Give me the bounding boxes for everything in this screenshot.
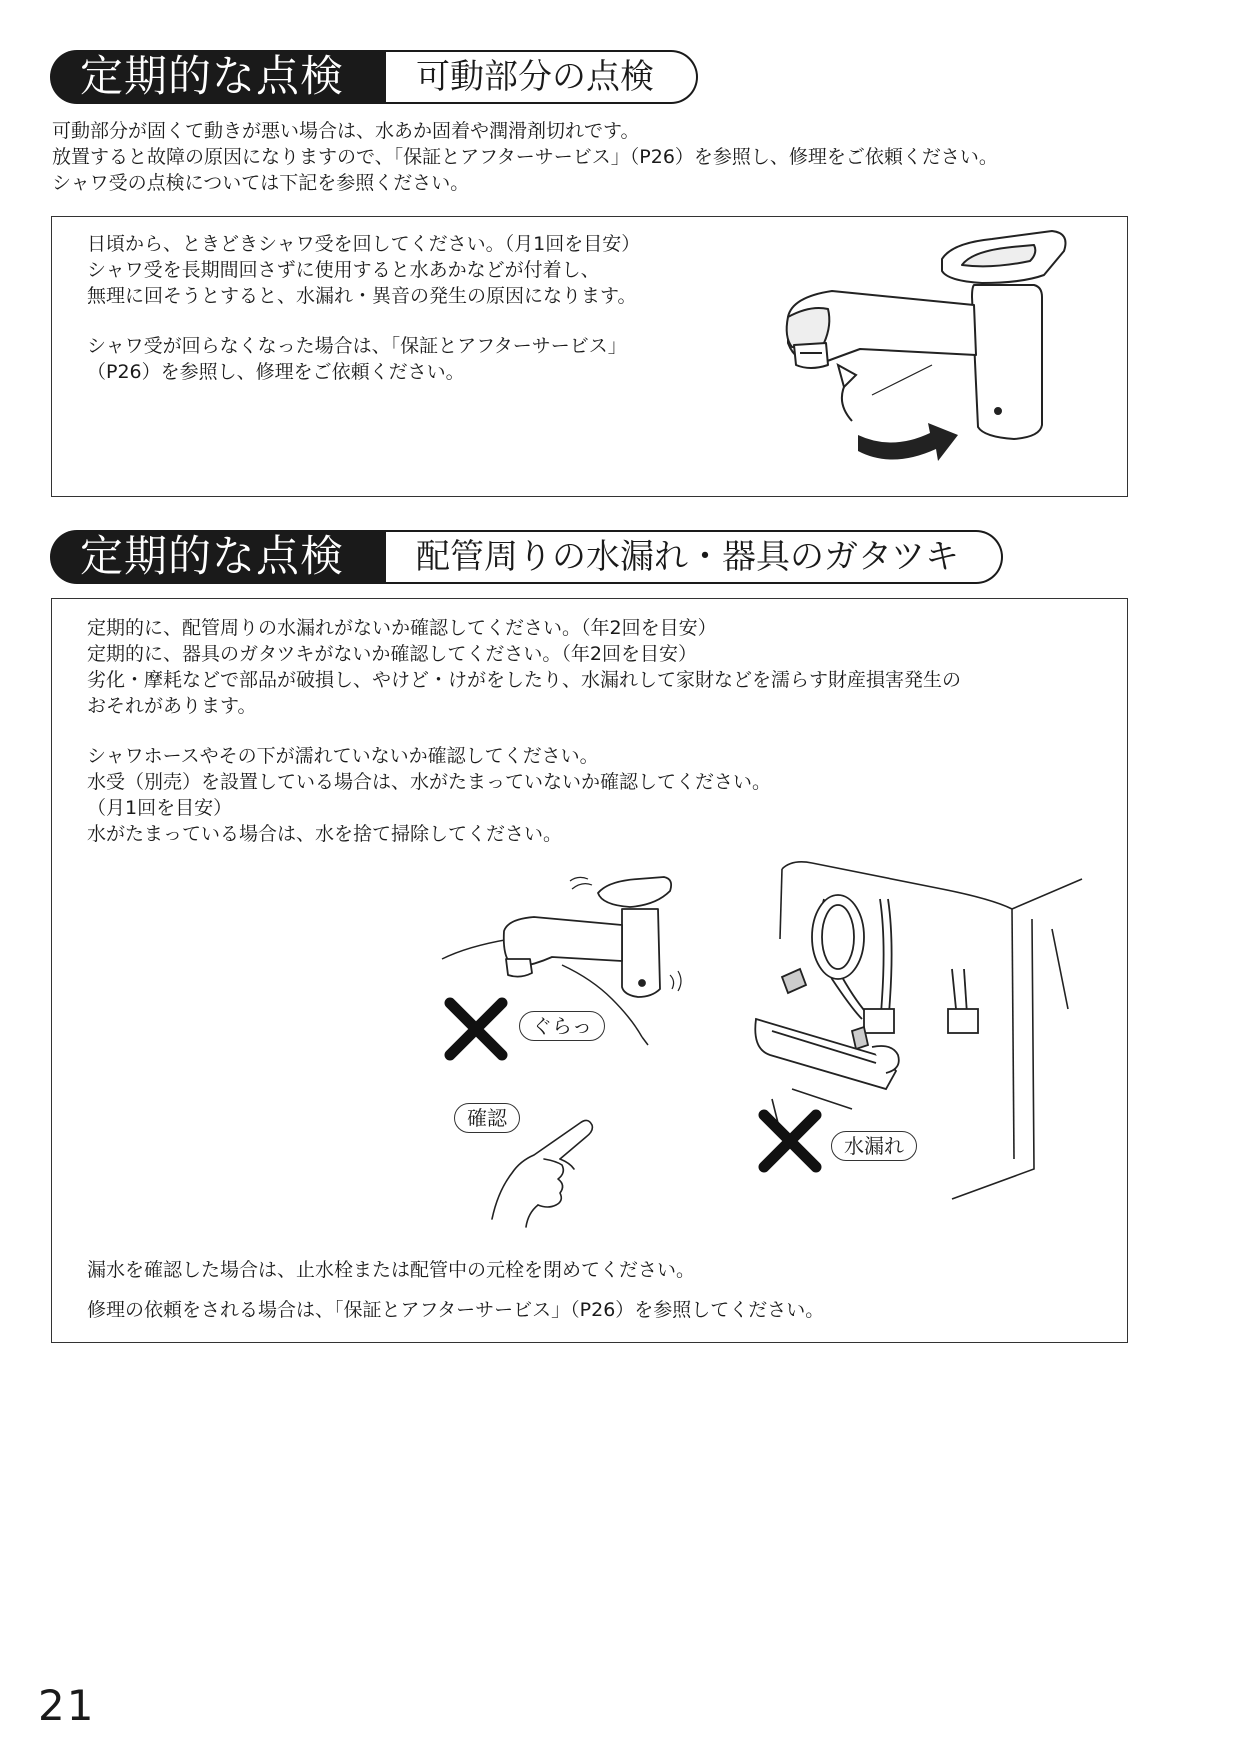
intro-line: 放置すると故障の原因になりますので、「保証とアフターサービス」（P26）を参照し、修理をご依頼ください。 (52, 146, 998, 168)
wobble-label: ぐらっ (519, 1011, 605, 1041)
box-line: おそれがあります。 (87, 695, 257, 717)
section2-box (51, 598, 1128, 1343)
box-line: 日頃から、ときどきシャワ受を回してください。（月1回を目安） (87, 233, 641, 255)
box-line: （P26）を参照し、修理をご依頼ください。 (87, 361, 465, 383)
x-mark-icon (758, 1109, 822, 1173)
section1-subtitle: 可動部分の点検 (394, 50, 698, 104)
section1-heading (50, 50, 698, 104)
box-line: シャワ受が回らなくなった場合は、「保証とアフターサービス」 (87, 335, 627, 357)
page-number: 21 (38, 1681, 96, 1730)
section2-box-text (87, 615, 961, 847)
note-stop-valve: 漏水を確認した場合は、止水栓または配管中の元栓を閉めてください。 (87, 1259, 696, 1281)
box-line: 水がたまっている場合は、水を捨て掃除してください。 (87, 823, 563, 845)
section1-tag: 定期的な点検 (50, 50, 386, 104)
intro-line: シャワ受の点検については下記を参照ください。 (52, 172, 470, 194)
section1-intro (52, 118, 998, 196)
box-line: 水受（別売）を設置している場合は、水がたまっていないか確認してください。 (87, 771, 772, 793)
x-mark-icon (444, 997, 508, 1061)
section2-subtitle: 配管周りの水漏れ・器具のガタツキ (394, 530, 1003, 584)
box-line: 劣化・摩耗などで部品が破損し、やけど・けがをしたり、水漏れして家財などを濡らす財産損害発生の (87, 669, 962, 691)
box-line: 定期的に、配管周りの水漏れがないか確認してください。（年2回を目安） (87, 617, 717, 639)
box-line: （月1回を目安） (87, 797, 233, 819)
section2-tag: 定期的な点検 (50, 530, 386, 584)
note-repair-request: 修理の依頼をされる場合は、「保証とアフターサービス」（P26）を参照してください。 (87, 1299, 825, 1321)
section1-box (51, 216, 1128, 497)
section2-heading (50, 530, 1003, 584)
pointing-hand-icon (482, 1109, 622, 1229)
box-line: 無理に回そうとすると、水漏れ・異音の発生の原因になります。 (87, 285, 637, 307)
box-line: シャワ受を長期間回さずに使用すると水あかなどが付着し、 (87, 259, 600, 281)
check-label: 確認 (454, 1103, 520, 1133)
intro-line: 可動部分が固くて動きが悪い場合は、水あか固着や潤滑剤切れです。 (52, 120, 640, 142)
box-line: 定期的に、器具のガタツキがないか確認してください。（年2回を目安） (87, 643, 698, 665)
faucet-rotate-illustration (752, 225, 1092, 485)
section1-box-text (87, 231, 640, 385)
box-line: シャワホースやその下が濡れていないか確認してください。 (87, 745, 599, 767)
leak-label: 水漏れ (831, 1131, 917, 1161)
